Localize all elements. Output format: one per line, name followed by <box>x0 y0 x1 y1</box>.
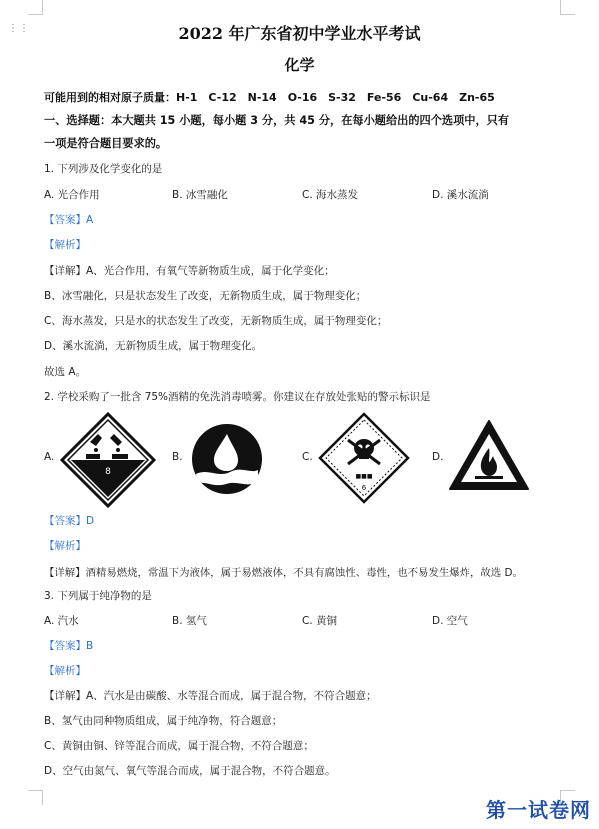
q1-option-b: B. 冰雪融化 <box>172 189 228 201</box>
q2-detail: 【详解】酒精易燃烧，常温下为液体，属于易燃液体，不具有腐蚀性、毒性，也不易发生爆炸，故选 D。 <box>44 567 523 579</box>
atomic-masses: 可能用到的相对原子质量：H-1 C-12 N-14 O-16 S-32 Fe-56 Cu-64 Zn-65 <box>44 91 495 104</box>
section-heading-line1: 一、选择题：本大题共 15 小题，每小题 3 分，共 45 分，在每小题给出的四个选项中，只有 <box>44 114 510 127</box>
q1-answer: 【答案】A <box>44 214 94 226</box>
q2-option-c-label: C. <box>302 451 313 463</box>
q2-answer: 【答案】D <box>44 515 95 527</box>
q2-option-d-label: D. <box>432 451 444 463</box>
q2-analysis-label: 【解析】 <box>44 540 86 552</box>
drag-handle-icon[interactable]: ⋮⋮ <box>8 23 30 34</box>
q1-detail-line: B、冰雪融化，只是状态发生了改变，无新物质生成，属于物理变化； <box>44 290 367 302</box>
q1-option-c: C. 海水蒸发 <box>302 189 359 201</box>
q3-stem: 3. 下列属于纯净物的是 <box>44 590 152 602</box>
q3-detail-line: C、黄铜由铜、锌等混合而成，属于混合物，不符合题意； <box>44 740 314 752</box>
water-reactive-sign-icon <box>190 422 264 496</box>
q1-detail-line: 【详解】A、光合作用，有氧气等新物质生成，属于化学变化； <box>44 265 335 277</box>
section-heading-line2: 一项是符合题目要求的。 <box>44 137 168 150</box>
q3-detail-line: D、空气由氮气、氧气等混合而成，属于混合物，不符合题意。 <box>44 765 336 777</box>
page-title: 2022 年广东省初中学业水平考试 <box>178 24 421 43</box>
q3-option-a: A. 汽水 <box>44 615 79 627</box>
q3-detail-line: 【详解】A、汽水是由碳酸、水等混合而成，属于混合物，不符合题意； <box>44 690 377 702</box>
svg-text:8: 8 <box>105 467 111 477</box>
svg-text:6: 6 <box>361 484 367 492</box>
toxic-sign-icon <box>318 412 410 504</box>
q3-detail-line: B、氢气由同种物质组成，属于纯净物，符合题意； <box>44 715 283 727</box>
q1-stem: 1. 下列涉及化学变化的是 <box>44 163 163 175</box>
q2-option-a-label: A. <box>44 451 55 463</box>
q3-option-d: D. 空气 <box>432 615 468 627</box>
corner-mark-top-left <box>28 0 43 15</box>
flammable-sign-icon <box>447 418 531 492</box>
q1-detail-line: D、溪水流淌，无新物质生成，属于物理变化。 <box>44 340 263 352</box>
q3-option-b: B. 氢气 <box>172 615 207 627</box>
q1-detail-line: C、海水蒸发，只是水的状态发生了改变，无新物质生成，属于物理变化； <box>44 315 388 327</box>
watermark-logo: 第一试卷网 <box>486 798 591 822</box>
q2-option-b-label: B. <box>172 451 183 463</box>
q2-stem: 2. 学校采购了一批含 75%酒精的免洗消毒喷雾。你建议在存放处张贴的警示标识是 <box>44 391 431 403</box>
svg-text:■■■: ■■■ <box>355 473 373 480</box>
q3-option-c: C. 黄铜 <box>302 615 338 627</box>
corner-mark-top-right <box>560 0 575 15</box>
q1-option-a: A. 光合作用 <box>44 189 100 201</box>
q1-conclusion: 故选 A。 <box>44 366 87 378</box>
q1-analysis-label: 【解析】 <box>44 239 86 251</box>
corrosive-sign-icon <box>60 412 156 508</box>
q1-option-d: D. 溪水流淌 <box>432 189 489 201</box>
subject-title: 化学 <box>284 56 315 74</box>
q3-analysis-label: 【解析】 <box>44 665 86 677</box>
corner-mark-bottom-left <box>28 790 43 805</box>
q3-answer: 【答案】B <box>44 640 94 652</box>
